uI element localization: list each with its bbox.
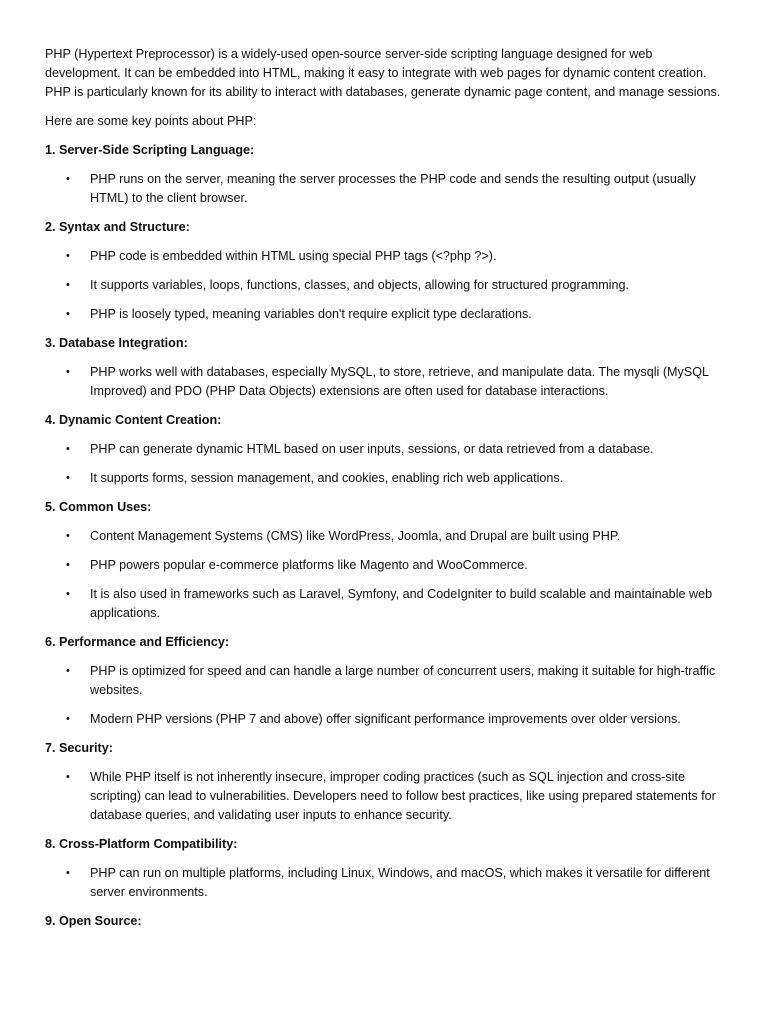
bullet-list — [45, 170, 728, 208]
section-heading: 4. Dynamic Content Creation: — [45, 413, 222, 427]
list-item-text: PHP powers popular e-commerce platforms like Magento and WooCommerce. — [90, 558, 528, 572]
section-heading: 3. Database Integration: — [45, 336, 188, 350]
bullet-list — [45, 864, 728, 902]
list-item-text: PHP is loosely typed, meaning variables don't require explicit type declarations. — [90, 307, 532, 321]
bullet-icon: • — [66, 443, 70, 455]
list-item — [45, 556, 728, 575]
section-heading: 7. Security: — [45, 741, 113, 755]
bullet-icon: • — [66, 308, 70, 320]
list-item-text: PHP code is embedded within HTML using special PHP tags (<?php ?>). — [90, 249, 497, 263]
bullet-list — [45, 527, 728, 623]
section — [45, 835, 728, 902]
list-item-text: While PHP itself is not inherently insecure, improper coding practices (such as SQL injection and cross-site scripting) can lead to vulnerabilities. Developers need to follow best practices, like using prepared statements for database queries, and validating user inputs to enhance security. — [90, 770, 716, 822]
bullet-list — [45, 768, 728, 825]
list-item — [45, 305, 728, 324]
bullet-list — [45, 247, 728, 324]
section — [45, 739, 728, 825]
list-item — [45, 363, 728, 401]
bullet-icon: • — [66, 530, 70, 542]
list-item — [45, 469, 728, 488]
section-heading: 1. Server-Side Scripting Language: — [45, 143, 255, 157]
list-item-text: It is also used in frameworks such as Laravel, Symfony, and CodeIgniter to build scalable and maintainable web applications. — [90, 587, 713, 620]
bullet-icon: • — [66, 867, 70, 879]
section — [45, 912, 728, 931]
section-heading: 8. Cross-Platform Compatibility: — [45, 837, 238, 851]
list-item — [45, 864, 728, 902]
lead-paragraph: Here are some key points about PHP: — [45, 114, 257, 128]
bullet-list — [45, 363, 728, 401]
list-item-text: It supports forms, session management, and cookies, enabling rich web applications. — [90, 471, 564, 485]
list-item — [45, 440, 728, 459]
bullet-icon: • — [66, 250, 70, 262]
list-item — [45, 768, 728, 825]
bullet-icon: • — [66, 713, 70, 725]
section — [45, 141, 728, 208]
list-item — [45, 662, 728, 700]
intro-paragraph: PHP (Hypertext Preprocessor) is a widely-used open-source server-side scripting language designed for web development. It can be embedded into HTML, making it easy to integrate with web pages for dynamic content creation. PHP is particularly known for its ability to interact with databases, generate dynamic page content, and manage sessions. — [45, 47, 721, 99]
list-item-text: PHP can run on multiple platforms, including Linux, Windows, and macOS, which makes it versatile for different server environments. — [90, 866, 710, 899]
list-item-text: Modern PHP versions (PHP 7 and above) offer significant performance improvements over older versions. — [90, 712, 681, 726]
bullet-icon: • — [66, 559, 70, 571]
list-item-text: Content Management Systems (CMS) like WordPress, Joomla, and Drupal are built using PHP. — [90, 529, 621, 543]
section — [45, 334, 728, 401]
section-heading: 5. Common Uses: — [45, 500, 152, 514]
section-heading: 6. Performance and Efficiency: — [45, 635, 230, 649]
list-item-text: PHP can generate dynamic HTML based on user inputs, sessions, or data retrieved from a database. — [90, 442, 654, 456]
bullet-icon: • — [66, 588, 70, 600]
bullet-icon: • — [66, 472, 70, 484]
list-item — [45, 710, 728, 729]
list-item — [45, 247, 728, 266]
section — [45, 633, 728, 729]
list-item — [45, 170, 728, 208]
section — [45, 411, 728, 488]
bullet-icon: • — [66, 366, 70, 378]
list-item — [45, 585, 728, 623]
list-item-text: PHP is optimized for speed and can handle a large number of concurrent users, making it suitable for high-traffic websites. — [90, 664, 716, 697]
bullet-list — [45, 440, 728, 488]
section-heading: 2. Syntax and Structure: — [45, 220, 190, 234]
section — [45, 218, 728, 324]
bullet-icon: • — [66, 665, 70, 677]
sections-container — [45, 141, 728, 931]
list-item-text: PHP runs on the server, meaning the server processes the PHP code and sends the resulting output (usually HTML) to the client browser. — [90, 172, 696, 205]
list-item-text: PHP works well with databases, especially MySQL, to store, retrieve, and manipulate data. The mysqli (MySQL Improved) and PDO (PHP Data Objects) extensions are often used for database interactions. — [90, 365, 709, 398]
list-item — [45, 276, 728, 295]
bullet-list — [45, 662, 728, 729]
list-item — [45, 527, 728, 546]
bullet-icon: • — [66, 279, 70, 291]
section-heading: 9. Open Source: — [45, 914, 142, 928]
bullet-icon: • — [66, 173, 70, 185]
bullet-icon: • — [66, 771, 70, 783]
section — [45, 498, 728, 623]
list-item-text: It supports variables, loops, functions, classes, and objects, allowing for structured programming. — [90, 278, 629, 292]
